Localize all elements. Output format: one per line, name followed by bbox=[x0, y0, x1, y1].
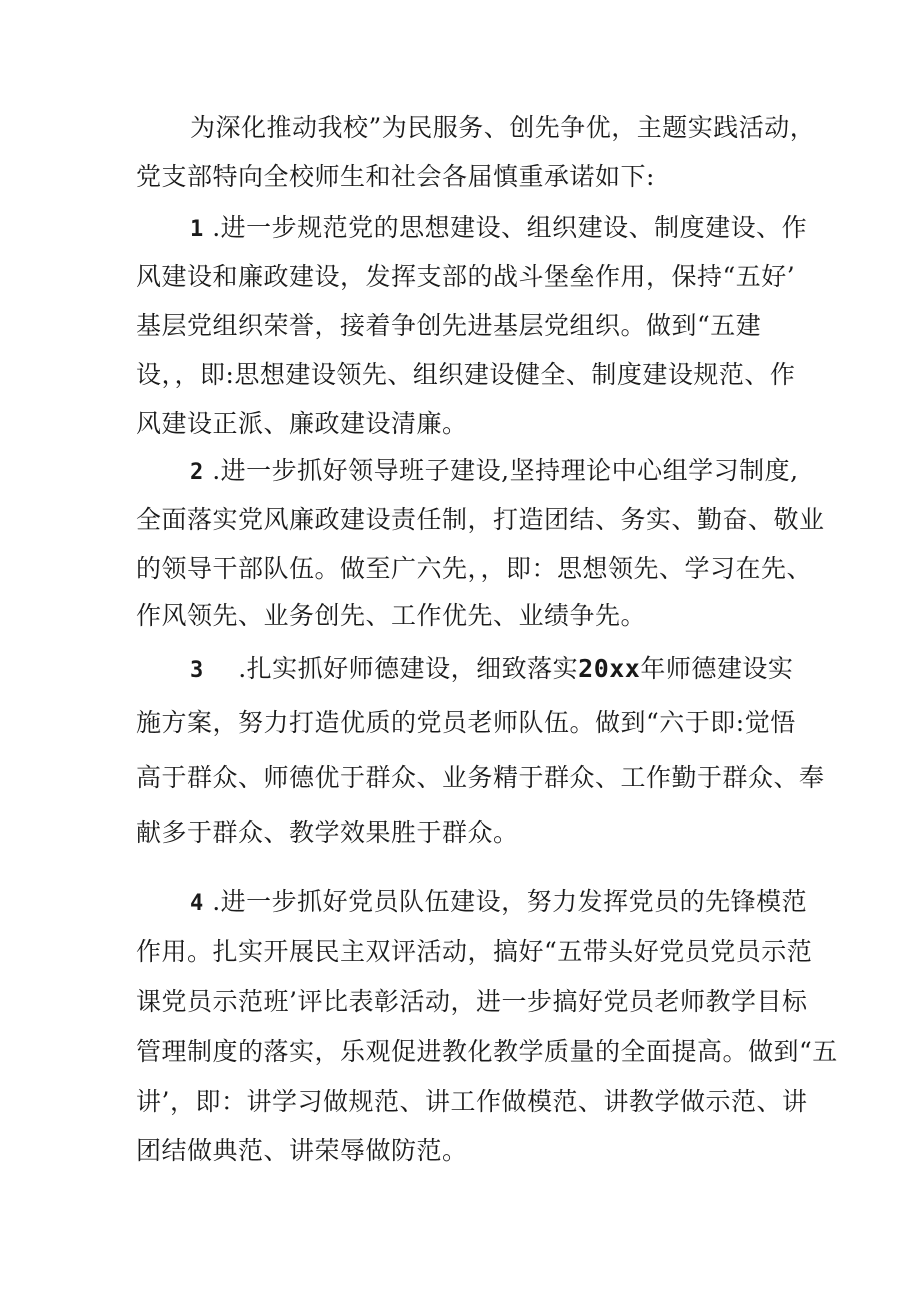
item-1-text-1: .进一步规范党的思想建设、组织建设、制度建设、作 bbox=[212, 213, 808, 242]
item-3-line-3: 高于群众、师德优于群众、业务精于群众、工作勤于群众、奉 bbox=[136, 763, 825, 792]
item-3-text-post: 年师德建设实 bbox=[640, 654, 794, 683]
item-1-line-2: 风建设和廉政建设，发挥支部的战斗堡垒作用，保持“五好’ bbox=[136, 262, 796, 291]
item-3-text-pre: .扎实抓好师德建设，细致落实 bbox=[238, 654, 579, 683]
item-1-line-1 bbox=[190, 212, 807, 246]
item-1-line-5: 风建设正派、廉政建设清廉。 bbox=[136, 409, 468, 438]
item-4-line-6: 团结做典范、讲荣辱做防范。 bbox=[136, 1136, 468, 1165]
item-4-line-1 bbox=[190, 886, 807, 920]
item-2-number: 2 bbox=[190, 460, 204, 485]
item-2-line-1 bbox=[190, 455, 799, 489]
item-1-number: 1 bbox=[190, 217, 204, 242]
item-4-line-4: 管理制度的落实，乐观促进教化教学质量的全面提高。做到“五 bbox=[136, 1037, 838, 1066]
item-1-line-3: 基层党组织荣誉，接着争创先进基层党组织。做到“五建 bbox=[136, 311, 762, 340]
item-3-line-2: 施方案，努力打造优质的党员老师队伍。做到“六于即:觉悟 bbox=[136, 708, 796, 737]
item-4-line-5: 讲’，即：讲学习做规范、讲工作做模范、讲教学做示范、讲 bbox=[136, 1087, 808, 1116]
item-4-line-3: 课党员示范班’评比表彰活动，进一步搞好党员老师教学目标 bbox=[136, 987, 808, 1016]
item-4-number: 4 bbox=[190, 891, 204, 916]
item-1-line-4: 设，，即:思想建设领先、组织建设健全、制度建设规范、作 bbox=[136, 360, 796, 389]
intro-line-2: 党支部特向全校师生和社会各届慎重承诺如下: bbox=[136, 162, 655, 191]
item-3-year: 20xx bbox=[578, 654, 641, 683]
item-4-line-2: 作用。扎实开展民主双评活动，搞好“五带头好党员党员示范 bbox=[136, 937, 813, 966]
item-3-number: 3 bbox=[190, 658, 204, 683]
item-2-line-2: 全面落实党风廉政建设责任制，打造团结、务实、勤奋、敬业 bbox=[136, 505, 825, 534]
item-4-text-1: .进一步抓好党员队伍建设，努力发挥党员的先锋模范 bbox=[212, 887, 808, 916]
item-2-text-1: .进一步抓好领导班子建设,坚持理论中心组学习制度, bbox=[212, 456, 799, 485]
item-3-line-1 bbox=[190, 653, 793, 687]
item-2-line-3: 的领导干部队伍。做至广六先，，即：思想领先、学习在先、 bbox=[136, 554, 813, 583]
item-2-line-4: 作风领先、业务创先、工作优先、业绩争先。 bbox=[136, 601, 647, 630]
item-3-line-4: 献多于群众、教学效果胜于群众。 bbox=[136, 818, 519, 847]
intro-line-1: 为深化推动我校”为民服务、创先争优，主题实践活动， bbox=[190, 113, 816, 142]
